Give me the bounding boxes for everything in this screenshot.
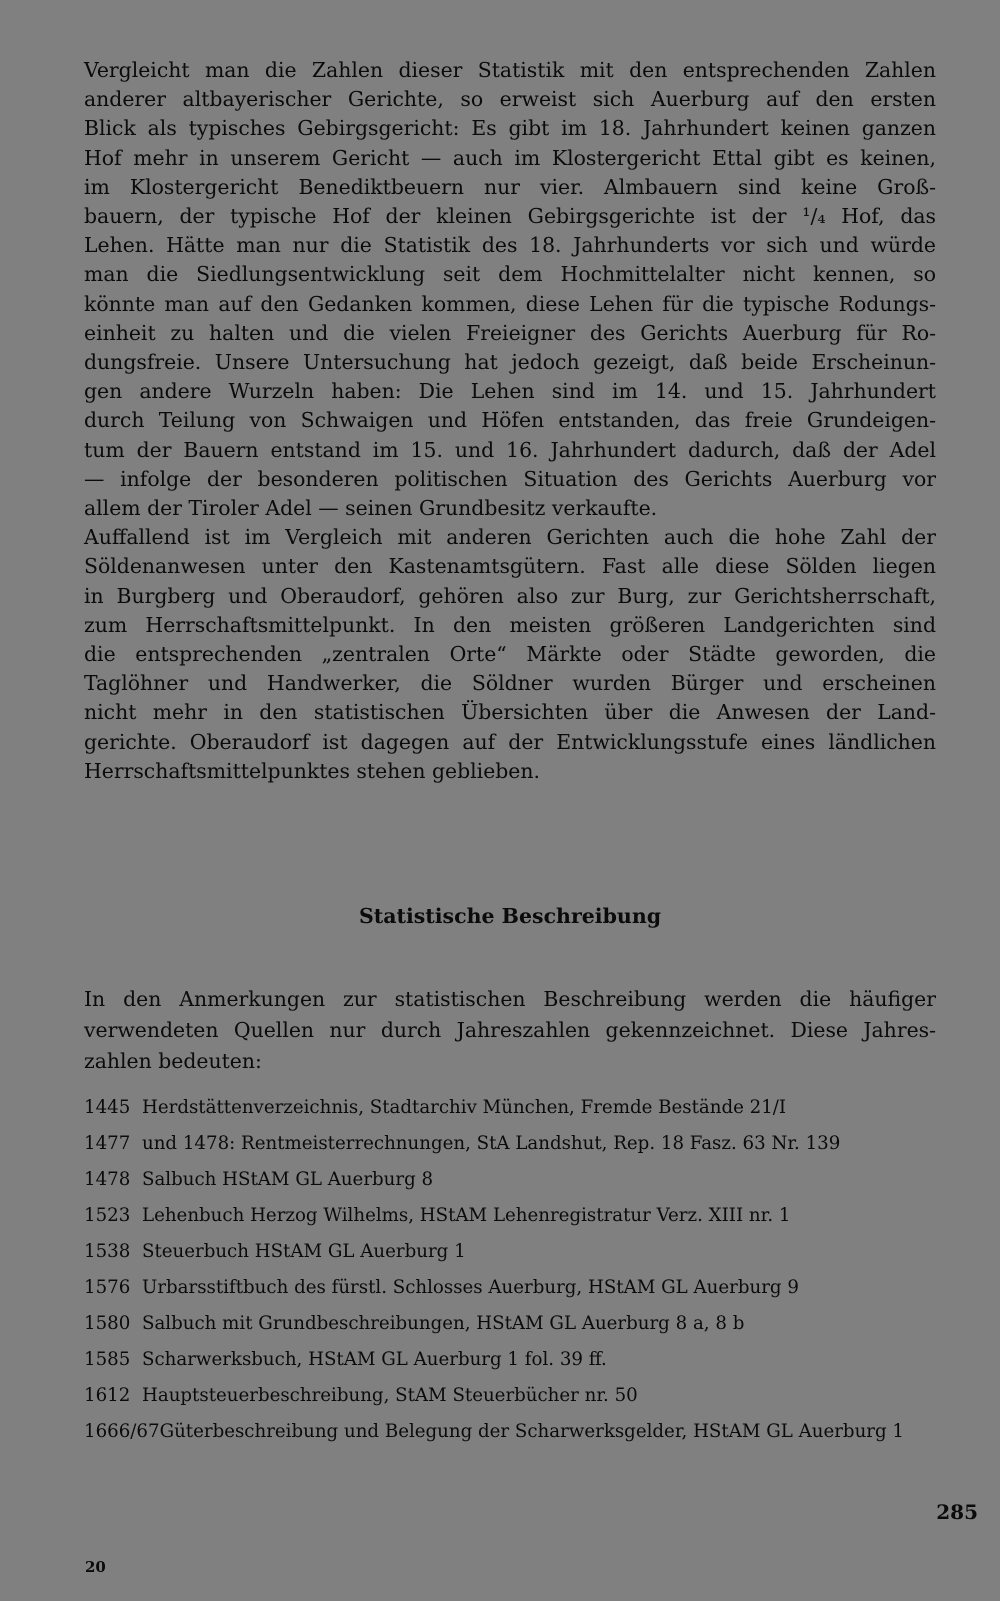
source-year: 1478 [84, 1169, 131, 1190]
text-line: Blick als typisches Gebirgsgericht: Es gibt im 18. Jahrhundert keinen ganzen [84, 116, 936, 141]
page-number: 285 [936, 1500, 978, 1524]
source-year: 1580 [84, 1313, 131, 1334]
text-line: nicht mehr in den statistischen Übersichten über die Anwesen der Land- [84, 700, 936, 725]
source-description: Steuerbuch HStAM GL Auerburg 1 [142, 1241, 466, 1262]
text-line: gerichte. Oberaudorf ist dagegen auf der Entwicklungsstufe eines ländlichen [84, 729, 936, 754]
text-line: in Burgberg und Oberaudorf, gehören also zur Burg, zur Gerichtsherrschaft, [84, 583, 936, 608]
source-description: Salbuch mit Grundbeschreibungen, HStAM GL Auerburg 8 a, 8 b [142, 1313, 745, 1334]
text-line: Lehen. Hätte man nur die Statistik des 18. Jahrhunderts vor sich und würde [84, 233, 936, 258]
text-line: könnte man auf den Gedanken kommen, diese Lehen für die typische Rodungs- [84, 291, 936, 316]
source-item [84, 1276, 936, 1312]
source-year: 1445 [84, 1097, 131, 1118]
source-description: Salbuch HStAM GL Auerburg 8 [142, 1169, 434, 1190]
source-description: Güterbeschreibung und Belegung der Scharwerksgelder, HStAM GL Auerburg 1 [159, 1421, 904, 1442]
text-line: allem der Tiroler Adel — seinen Grundbesitz verkaufte. [84, 496, 658, 521]
source-item [84, 1204, 936, 1240]
source-list [84, 1096, 936, 1480]
source-item [84, 1420, 936, 1480]
source-description: Scharwerksbuch, HStAM GL Auerburg 1 fol. 39 ff. [142, 1349, 607, 1370]
paragraph-comparison [84, 56, 936, 523]
text-line: verwendeten Quellen nur durch Jahreszahlen gekennzeichnet. Diese Jahres- [84, 1018, 936, 1042]
source-year: 1538 [84, 1241, 131, 1262]
page-body [84, 56, 936, 1442]
text-line: einheit zu halten und die vielen Freieigner des Gerichts Auerburg für Ro- [84, 320, 936, 345]
text-line: durch Teilung von Schwaigen und Höfen entstanden, das freie Grundeigen- [84, 408, 936, 433]
source-item [84, 1312, 936, 1348]
text-line: man die Siedlungsentwicklung seit dem Hochmittelalter nicht kennen, so [84, 262, 936, 287]
text-line: im Klostergericht Benediktbeuern nur vier. Almbauern sind keine Groß- [84, 174, 936, 199]
source-year: 1585 [84, 1349, 131, 1370]
text-line: die entsprechenden „zentralen Orte“ Märkte oder Städte geworden, die [84, 642, 936, 667]
text-line: In den Anmerkungen zur statistischen Beschreibung werden die häufiger [84, 987, 936, 1011]
text-line: Taglöhner und Handwerker, die Söldner wurden Bürger und erscheinen [84, 671, 936, 696]
text-line: Auffallend ist im Vergleich mit anderen Gerichten auch die hohe Zahl der [84, 525, 936, 550]
text-line: Hof mehr in unserem Gericht — auch im Klostergericht Ettal gibt es keinen, [84, 145, 936, 170]
source-description: und 1478: Rentmeisterrechnungen, StA Landshut, Rep. 18 Fasz. 63 Nr. 139 [142, 1133, 841, 1154]
text-line: dungsfreie. Unsere Untersuchung hat jedoch gezeigt, daß beide Erscheinun- [84, 350, 936, 375]
text-line: Vergleicht man die Zahlen dieser Statistik mit den entsprechenden Zahlen [84, 58, 936, 82]
text-line: — infolge der besonderen politischen Situation des Gerichts Auerburg vor [84, 466, 936, 491]
source-description: Herdstättenverzeichnis, Stadtarchiv München, Fremde Bestände 21/I [142, 1097, 787, 1118]
source-year: 1477 [84, 1133, 131, 1154]
paragraph-soelden [84, 523, 936, 786]
text-line: zahlen bedeuten: [84, 1049, 262, 1073]
text-line: Söldenanwesen unter den Kastenamtsgütern. Fast alle diese Sölden liegen [84, 554, 936, 579]
source-description: Lehenbuch Herzog Wilhelms, HStAM Lehenregistratur Verz. XIII nr. 1 [142, 1205, 791, 1226]
source-year: 1666/67 [84, 1421, 160, 1442]
source-year: 1612 [84, 1385, 131, 1406]
sheet-number: 20 [85, 1558, 106, 1576]
source-description: Hauptsteuerbeschreibung, StAM Steuerbücher nr. 50 [142, 1385, 638, 1406]
text-line: bauern, der typische Hof der kleinen Gebirgsgerichte ist der ¹/₄ Hof, das [84, 204, 936, 229]
source-item [84, 1168, 936, 1204]
text-line: anderer altbayerischer Gerichte, so erweist sich Auerburg auf den ersten [84, 87, 936, 112]
source-year: 1576 [84, 1277, 131, 1298]
source-item [84, 1240, 936, 1276]
intro-paragraph [84, 984, 936, 1077]
source-description: Urbarsstiftbuch des fürstl. Schlosses Auerburg, HStAM GL Auerburg 9 [142, 1277, 799, 1298]
text-line: zum Herrschaftsmittelpunkt. In den meisten größeren Landgerichten sind [84, 612, 936, 637]
source-item [84, 1384, 936, 1420]
source-item [84, 1132, 936, 1168]
section-heading: Statistische Beschreibung [358, 904, 662, 928]
text-line: tum der Bauern entstand im 15. und 16. Jahrhundert dadurch, daß der Adel [84, 437, 936, 462]
source-item [84, 1348, 936, 1384]
source-year: 1523 [84, 1205, 131, 1226]
source-item [84, 1096, 936, 1132]
text-line: gen andere Wurzeln haben: Die Lehen sind im 14. und 15. Jahrhundert [84, 379, 936, 404]
text-line: Herrschaftsmittelpunktes stehen geblieben. [84, 758, 540, 783]
